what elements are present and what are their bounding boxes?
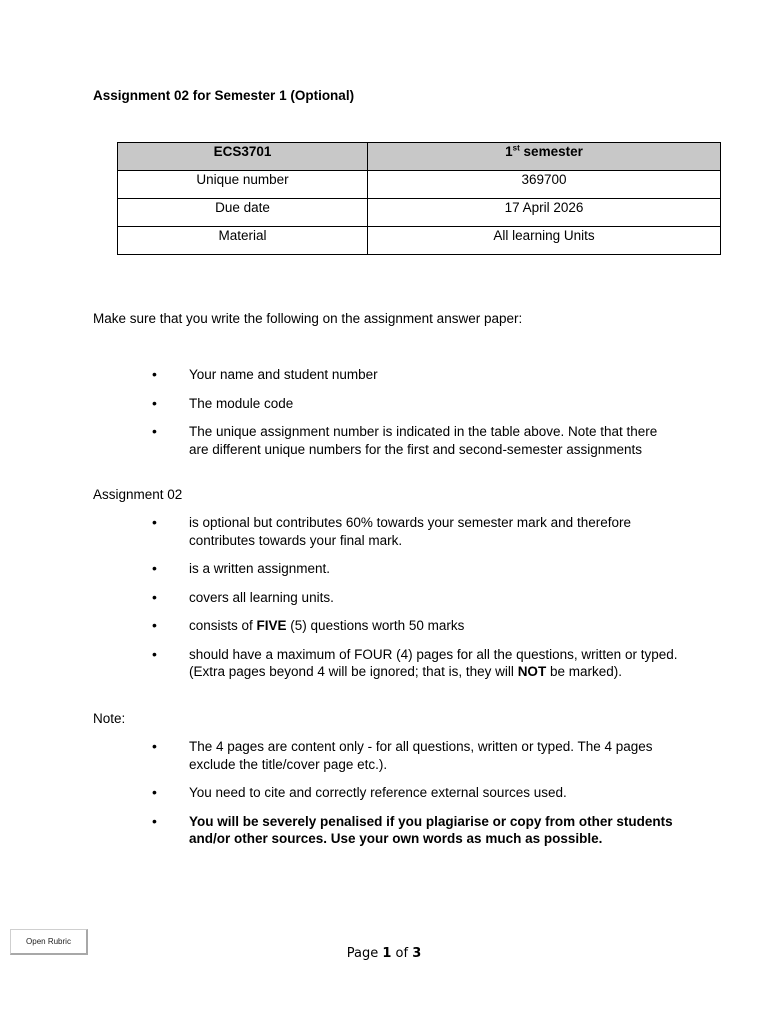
- text-fragment: consists of: [189, 618, 257, 633]
- row-value: 17 April 2026: [368, 199, 721, 227]
- table-row: [118, 227, 721, 255]
- bullet-icon: •: [152, 366, 157, 382]
- list-item: [93, 423, 679, 458]
- list-item: [93, 813, 679, 848]
- list-item: [93, 617, 679, 635]
- page-indicator: [0, 945, 768, 963]
- assignment-info-table: [117, 142, 721, 255]
- bullet-icon: •: [152, 617, 157, 633]
- intro-paragraph: Make sure that you write the following on the assignment answer paper:: [93, 311, 523, 326]
- page-separator: of: [391, 946, 413, 961]
- assignment-details-list: [93, 514, 693, 692]
- list-item: [93, 560, 679, 578]
- table-header-row: [118, 143, 721, 171]
- bullet-icon: •: [152, 588, 157, 605]
- page-prefix: Page: [346, 946, 383, 961]
- list-item-text: You need to cite and correctly reference external sources used.: [189, 785, 567, 800]
- note-label: Note:: [93, 711, 126, 726]
- table-row: [118, 171, 721, 199]
- table-row: [118, 199, 721, 227]
- row-label: Material: [118, 227, 368, 255]
- notes-list: [93, 738, 693, 859]
- list-item-text: The unique assignment number is indicated in the table above. Note that there are different unique numbers for the first and second-semester assignments: [189, 424, 658, 457]
- list-item-text: is optional but contributes 60% towards your semester mark and therefore contributes towards your final mark.: [189, 515, 631, 548]
- bullet-icon: •: [152, 812, 157, 829]
- text-fragment: (5) questions worth 50 marks: [286, 618, 465, 633]
- list-item: [93, 395, 679, 413]
- plagiarism-warning: You will be severely penalised if you plagiarise or copy from other students and/or other sources. Use your own words as much as possible.: [189, 813, 673, 846]
- current-page-number: 1: [382, 946, 392, 961]
- list-item: [93, 589, 679, 607]
- list-item: [93, 366, 679, 384]
- list-item: [93, 646, 679, 681]
- row-label: Due date: [118, 199, 368, 227]
- list-item-text: [189, 647, 677, 680]
- bold-text: FIVE: [256, 618, 287, 633]
- row-value: All learning Units: [368, 227, 721, 255]
- row-value: 369700: [368, 171, 721, 199]
- list-item-text: is a written assignment.: [189, 561, 331, 576]
- semester-ordinal: st: [512, 143, 520, 153]
- bold-text: NOT: [517, 664, 547, 679]
- total-pages-number: 3: [412, 946, 422, 961]
- list-item-text: Your name and student number: [189, 367, 378, 382]
- bullet-icon: •: [152, 645, 157, 662]
- bullet-icon: •: [152, 784, 157, 800]
- bullet-icon: •: [152, 394, 157, 411]
- section-label: Assignment 02: [93, 487, 183, 502]
- bullet-icon: •: [152, 423, 157, 439]
- bullet-icon: •: [152, 738, 157, 754]
- module-code-cell: ECS3701: [118, 143, 368, 171]
- semester-cell: [368, 143, 721, 171]
- open-rubric-button[interactable]: Open Rubric: [10, 929, 88, 955]
- list-item: [93, 738, 679, 773]
- row-label: Unique number: [118, 171, 368, 199]
- list-item-text: The module code: [189, 395, 294, 411]
- list-item-text: The 4 pages are content only - for all questions, written or typed. The 4 pages exclude the title/cover page etc.).: [189, 739, 653, 772]
- required-info-list: [93, 366, 693, 469]
- list-item-text: [189, 618, 464, 633]
- bullet-icon: •: [152, 514, 157, 530]
- semester-number: 1: [505, 144, 513, 159]
- text-fragment: be marked).: [546, 664, 622, 679]
- list-item-text: covers all learning units.: [189, 589, 334, 605]
- list-item: [93, 784, 679, 802]
- assignment-title: Assignment 02 for Semester 1 (Optional): [93, 88, 355, 103]
- text-fragment: should have a maximum of FOUR (4) pages for all the questions, written or typed. (Extra pages beyond 4 will be ignored; that is, they will: [189, 646, 678, 679]
- list-item: [93, 514, 679, 549]
- semester-label: semester: [519, 144, 583, 159]
- bullet-icon: •: [152, 560, 157, 576]
